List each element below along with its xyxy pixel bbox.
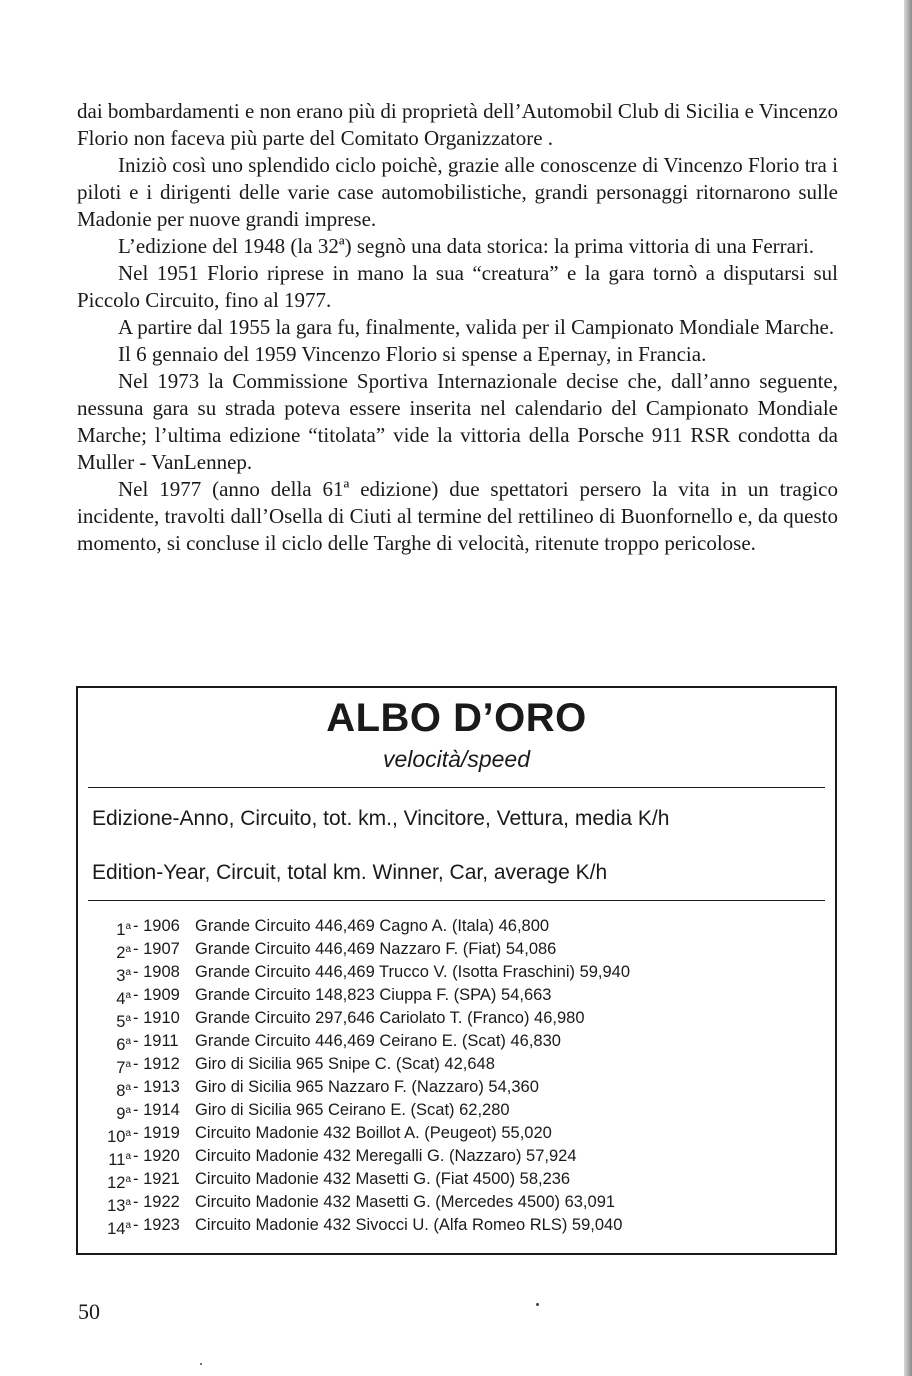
column-header-english: Edition-Year, Circuit, total km. Winner, Car, average K/h — [92, 861, 608, 884]
edition-number: 13$^a$ — [107, 1197, 131, 1215]
edition-number: 10$^a$ — [107, 1128, 131, 1146]
edition-year: - 1908 — [133, 963, 180, 981]
result-row — [92, 1145, 630, 1168]
edition-number: 12$^a$ — [107, 1174, 131, 1192]
edition-year: - 1912 — [133, 1055, 180, 1073]
speck — [200, 1363, 202, 1365]
result-details: Circuito Madonie 432 Boillot A. (Peugeot) 55,020 — [195, 1124, 552, 1142]
edition-year: - 1919 — [133, 1124, 180, 1142]
edition-number: 14$^a$ — [107, 1220, 131, 1238]
edition-year: - 1922 — [133, 1193, 180, 1211]
result-details: Grande Circuito 446,469 Nazzaro F. (Fiat) 54,086 — [195, 940, 557, 958]
result-details: Circuito Madonie 432 Masetti G. (Mercedes 4500) 63,091 — [195, 1193, 616, 1211]
result-details: Grande Circuito 446,469 Trucco V. (Isotta Fraschini) 59,940 — [195, 963, 631, 981]
result-details: Circuito Madonie 432 Meregalli G. (Nazzaro) 57,924 — [195, 1147, 577, 1165]
page-number: 50 — [78, 1299, 100, 1324]
result-row — [92, 938, 630, 961]
result-row — [92, 1007, 630, 1030]
result-details: Giro di Sicilia 965 Ceirano E. (Scat) 62,280 — [195, 1101, 510, 1119]
result-details: Giro di Sicilia 965 Nazzaro F. (Nazzaro) 54,360 — [195, 1078, 539, 1096]
edition-year: - 1907 — [133, 940, 180, 958]
result-details: Grande Circuito 148,823 Ciuppa F. (SPA) 54,663 — [195, 986, 552, 1004]
paragraph: Nel 1973 la Commissione Sportiva Internazionale decise che, dall’anno seguente, nessuna gara su strada poteva essere inserita nel calendario del Campionato Mondiale Marche; l’ultima edizione “titolata” vide la vittoria della Porsche 911 RSR condotta da Muller - VanLennep. — [77, 369, 838, 474]
result-row — [92, 1214, 630, 1237]
edition-number: 1$^a$ — [116, 921, 131, 939]
edition-number: 3$^a$ — [116, 967, 131, 985]
result-row — [92, 1030, 630, 1053]
paragraph: dai bombardamenti e non erano più di proprietà dell’Automobil Club di Sicilia e Vincenzo Florio non faceva più parte del Comitato Organizzatore . — [77, 99, 838, 150]
result-row — [92, 1099, 630, 1122]
edition-year: - 1906 — [133, 917, 180, 935]
result-row — [92, 1122, 630, 1145]
paragraph: A partire dal 1955 la gara fu, finalmente, valida per il Campionato Mondiale Marche. — [118, 315, 835, 339]
edition-year: - 1921 — [133, 1170, 180, 1188]
result-row — [92, 961, 630, 984]
result-row — [92, 1076, 630, 1099]
results-list — [92, 915, 630, 1237]
edition-number: 8$^a$ — [116, 1082, 131, 1100]
edition-year: - 1911 — [133, 1032, 179, 1050]
result-row — [92, 915, 630, 938]
result-row — [92, 984, 630, 1007]
edition-number: 5$^a$ — [116, 1013, 131, 1031]
edition-year: - 1920 — [133, 1147, 180, 1165]
edition-number: 7$^a$ — [116, 1059, 131, 1077]
paragraph: Nel 1977 (anno della 61ª edizione) due spettatori persero la vita in un tragico incidente, travolti dall’Osella di Ciuti al termine del rettilineo di Buonfornello e, da questo momento, si concluse il ciclo delle Targhe di velocità, ritenute troppo pericolose. — [77, 477, 838, 555]
paragraph: Iniziò così uno splendido ciclo poichè, grazie alle conoscenze di Vincenzo Florio tra i piloti e i dirigenti delle varie case automobilistiche, grandi personaggi ritornarono sulle Madonie per nuove grandi imprese. — [77, 153, 838, 231]
result-row — [92, 1053, 630, 1076]
edition-year: - 1909 — [133, 986, 180, 1004]
edition-number: 11$^a$ — [108, 1151, 131, 1169]
edition-year: - 1913 — [133, 1078, 180, 1096]
column-header-italian: Edizione-Anno, Circuito, tot. km., Vincitore, Vettura, media K/h — [92, 807, 670, 830]
speck — [536, 1303, 539, 1306]
edition-number: 4$^a$ — [116, 990, 131, 1008]
edition-year: - 1914 — [133, 1101, 180, 1119]
paragraph: L’edizione del 1948 (la 32ª) segnò una data storica: la prima vittoria di una Ferrari. — [118, 234, 815, 258]
result-details: Giro di Sicilia 965 Snipe C. (Scat) 42,648 — [195, 1055, 495, 1073]
edition-year: - 1923 — [133, 1216, 180, 1234]
albo-doro-box — [76, 686, 837, 1255]
albo-subtitle: velocità/speed — [382, 746, 531, 772]
paragraph: Nel 1951 Florio riprese in mano la sua “creatura” e la gara tornò a disputarsi sul Piccolo Circuito, fino al 1977. — [77, 261, 838, 312]
paragraph: Il 6 gennaio del 1959 Vincenzo Florio si spense a Epernay, in Francia. — [118, 342, 707, 366]
result-details: Circuito Madonie 432 Masetti G. (Fiat 4500) 58,236 — [195, 1170, 571, 1188]
divider — [88, 900, 825, 901]
result-details: Grande Circuito 446,469 Ceirano E. (Scat) 46,830 — [195, 1032, 561, 1050]
albo-title: ALBO D’ORO — [326, 696, 587, 740]
result-details: Circuito Madonie 432 Sivocci U. (Alfa Romeo RLS) 59,040 — [195, 1216, 623, 1234]
body-text — [77, 98, 838, 557]
divider — [88, 787, 825, 788]
result-row — [92, 1191, 630, 1214]
result-details: Grande Circuito 446,469 Cagno A. (Itala) 46,800 — [195, 917, 550, 935]
result-details: Grande Circuito 297,646 Cariolato T. (Franco) 46,980 — [195, 1009, 585, 1027]
page-edge — [904, 0, 912, 1376]
result-row — [92, 1168, 630, 1191]
edition-year: - 1910 — [133, 1009, 180, 1027]
edition-number: 2$^a$ — [116, 944, 131, 962]
edition-number: 9$^a$ — [116, 1105, 131, 1123]
edition-number: 6$^a$ — [116, 1036, 131, 1054]
